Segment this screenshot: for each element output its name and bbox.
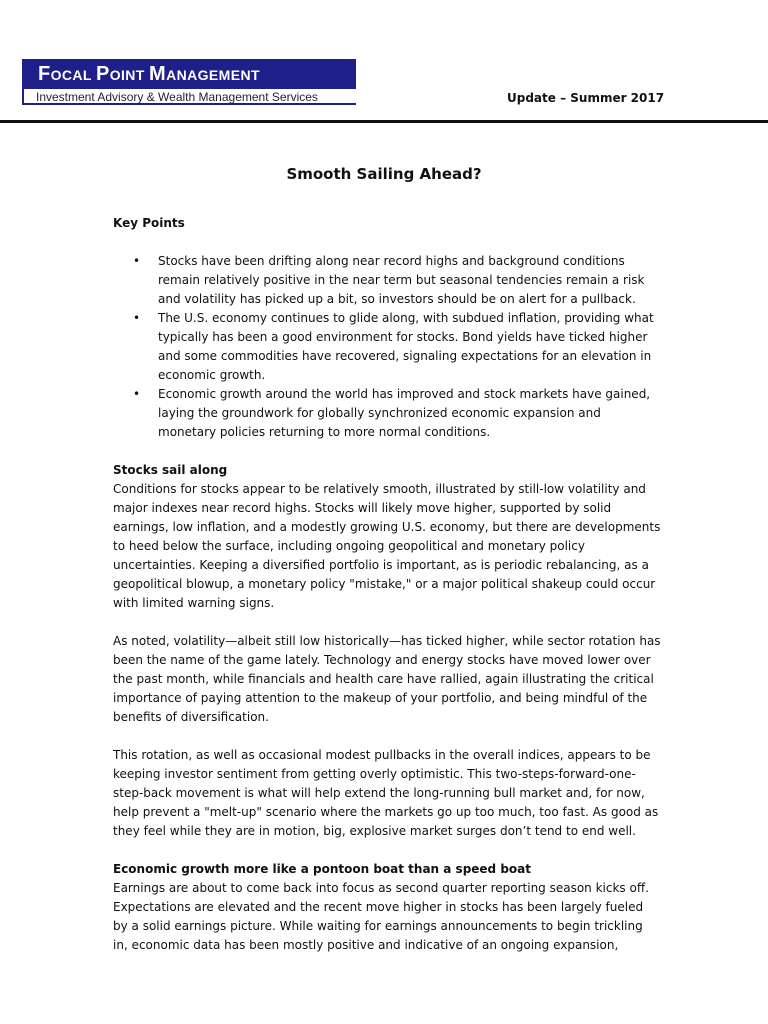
document-title: Smooth Sailing Ahead? [286,165,482,183]
section-heading: Stocks sail along [113,463,228,477]
paragraph: This rotation, as well as occasional modest pullbacks in the overall indices, appears to be keeping investor sentiment from getting overly optimistic. This two-steps-forward-one-step-back movement is what will help extend the long-running bull market and, for now, help prevent a "melt-up" scenario where the markets go up too much, too fast. As good as they feel while they are in motion, big, explosive market surges don’t tend to end well. [113,748,659,838]
key-points-list [113,252,661,442]
bullet-icon: • [133,311,141,325]
header-divider [0,120,768,123]
bullet-icon: • [133,254,141,268]
section-heading: Economic growth more like a pontoon boat than a speed boat [113,862,531,876]
paragraph: As noted, volatility—albeit still low historically—has ticked higher, while sector rotation has been the name of the game lately. Technology and energy stocks have moved lower over the past month, while financials and health care have rallied, again illustrating the critical importance of paying attention to the makeup of your portfolio, and being mindful of the benefits of diversification. [113,634,661,724]
paragraph: Earnings are about to come back into focus as second quarter reporting season kicks off. Expectations are elevated and the recent move higher in stocks has been largely fueled by a solid earnings picture. While waiting for earnings announcements to begin trickling in, economic data has been mostly positive and indicative of an ongoing expansion, [113,881,649,952]
document-body [113,214,661,974]
paragraph: Conditions for stocks appear to be relatively smooth, illustrated by still-low volatility and major indexes near record highs. Stocks will likely move higher, supported by solid earnings, low inflation, and a modestly growing U.S. economy, but there are developments to heed below the surface, including ongoing geopolitical and monetary policy uncertainties. Keeping a diversified portfolio is important, as is periodic rebalancing, as a geopolitical blowup, a monetary policy "mistake," or a major political shakeup could occur with limited warning signs. [113,482,661,610]
company-name: FOCAL POINT MANAGEMENT [38,63,260,85]
key-point-item: • Stocks have been drifting along near record highs and background conditions remain relatively positive in the near term but seasonal tendencies remain a risk and volatility has picked up a bit, so investors should be on alert for a pullback. [133,254,645,306]
company-logo [22,59,356,89]
company-tagline: Investment Advisory & Wealth Management Services [36,90,318,104]
key-points-heading: Key Points [113,216,185,230]
key-point-item: • Economic growth around the world has improved and stock markets have gained, laying the groundwork for globally synchronized economic expansion and monetary policies returning to more normal conditions. [133,387,651,439]
key-point-item: • The U.S. economy continues to glide along, with subdued inflation, providing what typically has been a good environment for stocks. Bond yields have ticked higher and some commodities have recovered, signaling expectations for an elevation in economic growth. [133,311,654,382]
bullet-icon: • [133,387,141,401]
update-date: Update – Summer 2017 [507,91,665,105]
